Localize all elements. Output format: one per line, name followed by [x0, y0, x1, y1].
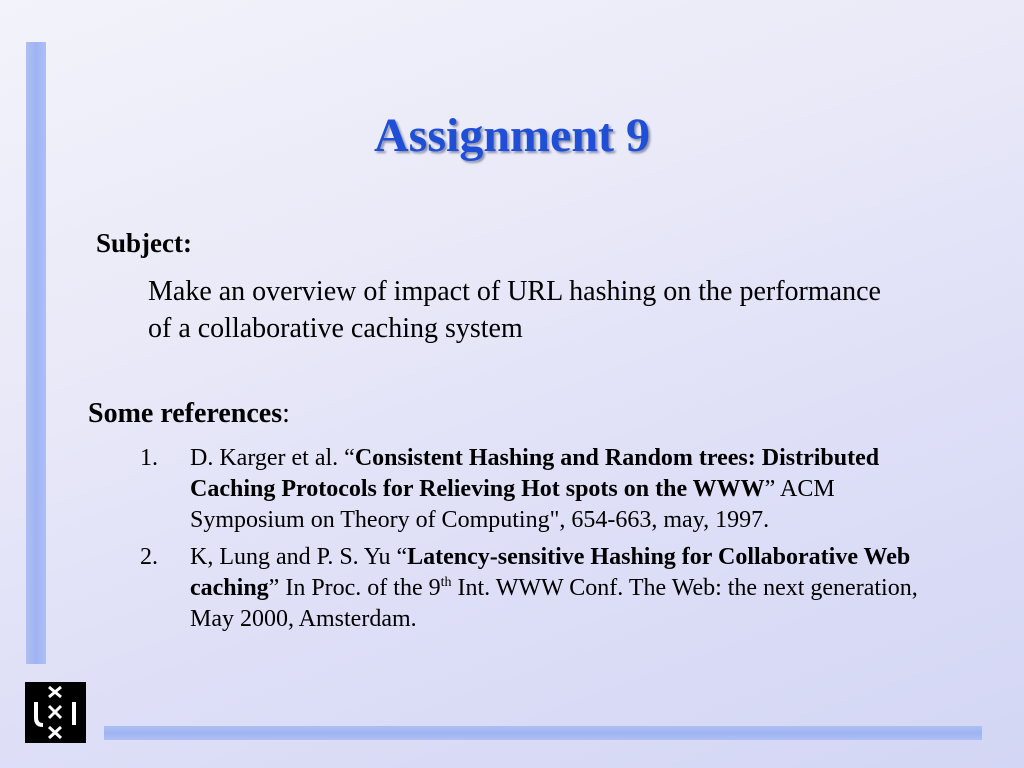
reference-authors: D. Karger et al. “	[190, 445, 355, 471]
reference-number: 2.	[140, 544, 158, 570]
reference-title: Latency-sensitive Hashing for Collaborative Web caching	[190, 544, 911, 601]
university-logo-icon	[25, 682, 86, 743]
reference-title: Consistent Hashing and Random trees: Distributed Caching Protocols for Relieving Hot spots on the WWW	[190, 445, 880, 502]
reference-item	[130, 542, 930, 635]
slide-title: Assignment 9	[373, 109, 651, 162]
reference-venue: ” ACM Symposium on Theory of Computing", 654-663, may, 1997.	[190, 476, 835, 533]
subject-text: Make an overview of impact of URL hashing on the performance of a collaborative caching system	[148, 276, 881, 344]
reference-number: 1.	[140, 445, 158, 471]
reference-venue-rest: Int. WWW Conf. The Web: the next generation, May 2000, Amsterdam.	[190, 575, 918, 632]
reference-ordinal-suffix: th	[440, 575, 452, 590]
references-heading-colon: :	[282, 398, 290, 429]
references-heading-text: Some references	[88, 398, 283, 429]
references-heading	[88, 398, 290, 430]
bottom-accent-bar	[104, 726, 982, 740]
reference-venue: ” In Proc. of the 9	[268, 575, 441, 601]
subject-label: Subject:	[96, 228, 192, 258]
reference-item	[130, 443, 930, 536]
reference-authors: K, Lung and P. S. Yu “	[190, 544, 408, 570]
references-list	[130, 443, 930, 641]
